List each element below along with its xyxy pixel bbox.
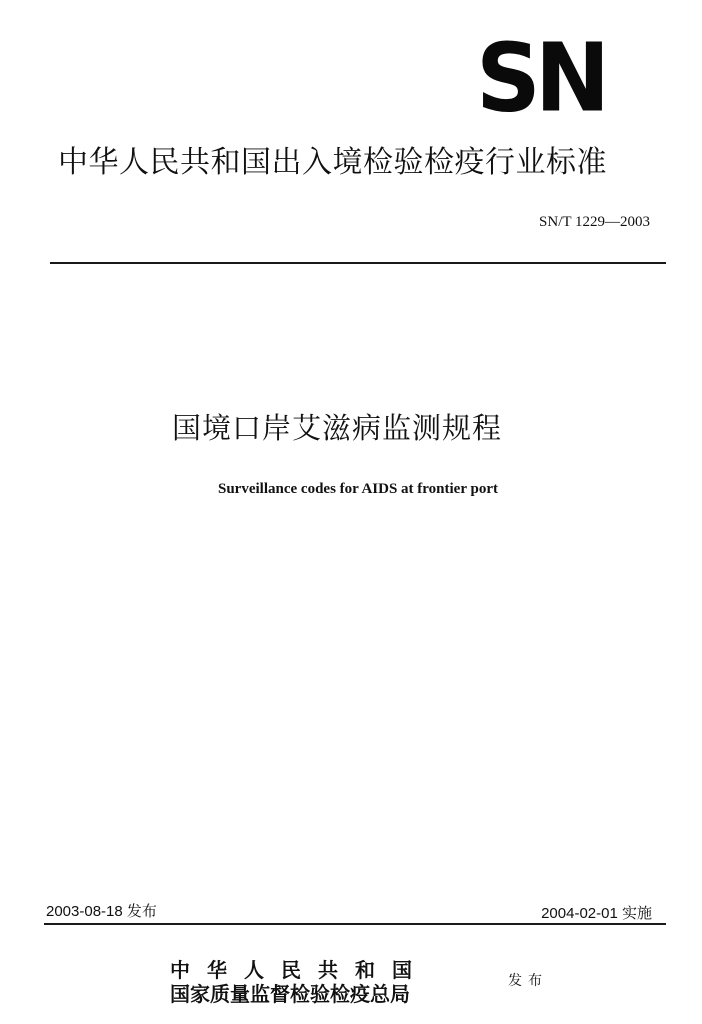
bottom-divider xyxy=(44,923,666,925)
publish-label: 发布 xyxy=(508,973,548,989)
top-divider xyxy=(50,262,666,264)
effective-date: 2004-02-01 实施 xyxy=(541,905,652,922)
issuer-country: 中华人民共和国 xyxy=(170,958,429,982)
industry-standard-title: 中华人民共和国出入境检验检疫行业标准 xyxy=(58,145,607,180)
document-title-english: Surveillance codes for AIDS at frontier port xyxy=(218,481,498,497)
issue-date: 2003-08-18 发布 xyxy=(46,903,157,920)
standard-code: SN/T 1229—2003 xyxy=(539,214,650,230)
sn-logo: SN xyxy=(476,23,605,134)
document-title-chinese: 国境口岸艾滋病监测规程 xyxy=(172,411,503,445)
issuer-agency: 国家质量监督检验检疫总局 xyxy=(170,982,410,1006)
